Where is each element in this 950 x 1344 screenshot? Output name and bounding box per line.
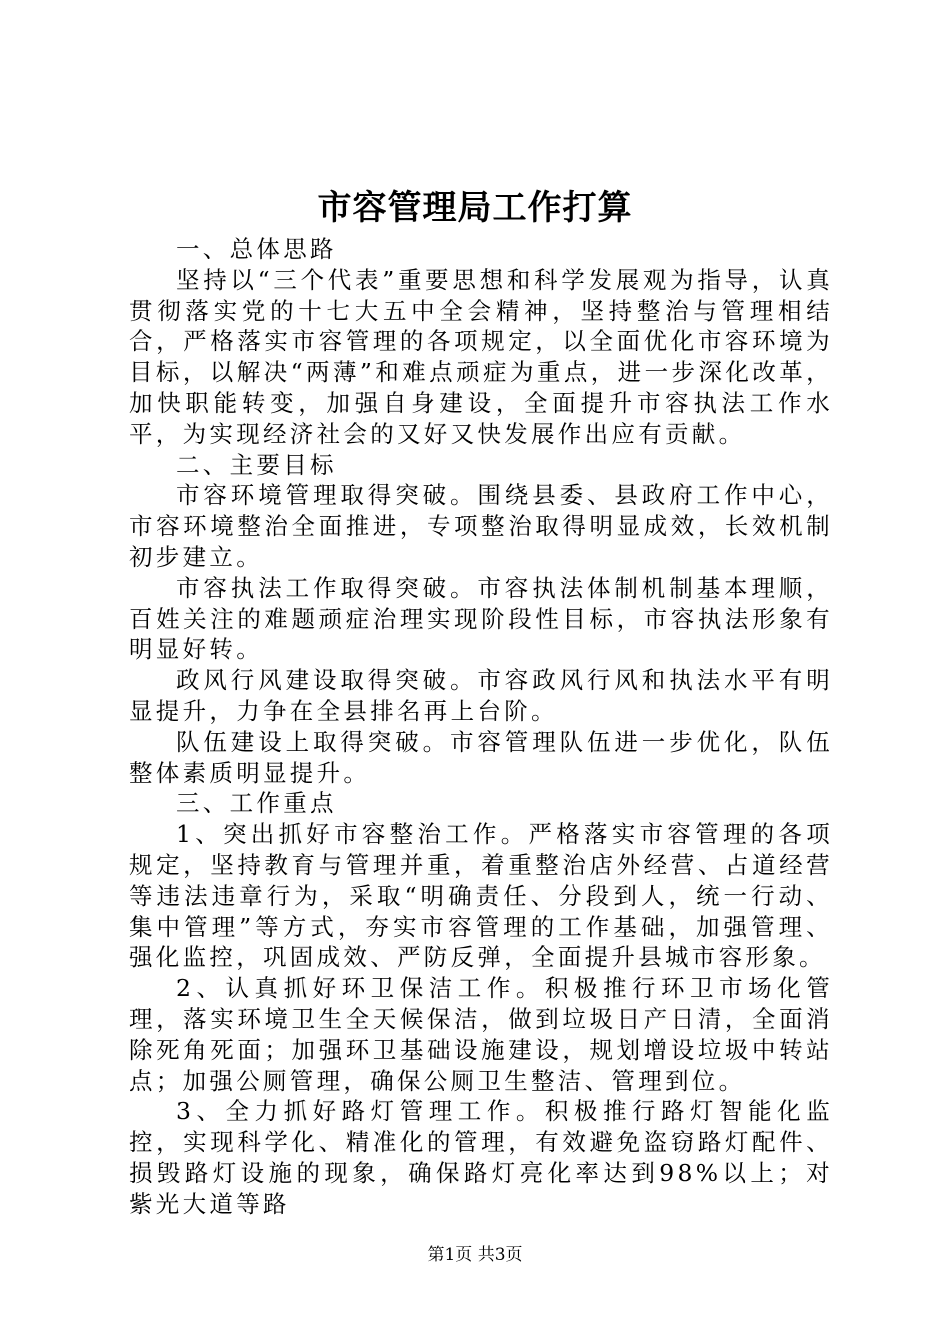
paragraph: 队伍建设上取得突破。市容管理队伍进一步优化，队伍整体素质明显提升。 [129,727,833,787]
section-heading: 三、工作重点 [176,789,337,818]
paragraph: 市容执法工作取得突破。市容执法体制机制基本理顺，百姓关注的难题顽症治理实现阶段性目标，市容执法形象有明显好转。 [129,573,833,664]
document-body [129,234,833,1220]
document-title: 市容管理局工作打算 [317,188,633,228]
paragraph: 3、全力抓好路灯管理工作。积极推行路灯智能化监控，实现科学化、精准化的管理，有效避免盗窃路灯配件、损毁路灯设施的现象，确保路灯亮化率达到98%以上；对紫光大道等路 [129,1097,833,1218]
paragraph: 坚持以“三个代表”重要思想和科学发展观为指导，认真贯彻落实党的十七大五中全会精神，坚持整治与管理相结合，严格落实市容管理的各项规定，以全面优化市容环境为目标，以解决“两薄”和难点顽症为重点，进一步深化改革，加快职能转变，加强自身建设，全面提升市容执法工作水平，为实现经济社会的又好又快发展作出应有贡献。 [129,265,833,448]
page-footer: 第1页 共3页 [427,1245,523,1265]
paragraph: 2、认真抓好环卫保洁工作。积极推行环卫市场化管理，落实环境卫生全天候保洁，做到垃圾日产日清，全面消除死角死面；加强环卫基础设施建设，规划增设垃圾中转站点；加强公厕管理，确保公厕卫生整洁、管理到位。 [129,974,833,1095]
section-heading: 一、总体思路 [176,235,337,263]
paragraph: 市容环境管理取得突破。围绕县委、县政府工作中心，市容环境整治全面推进，专项整治取得明显成效，长效机制初步建立。 [129,481,833,571]
paragraph: 政风行风建设取得突破。市容政风行风和执法水平有明显提升，力争在全县排名再上台阶。 [129,666,833,725]
paragraph: 1、突出抓好市容整治工作。严格落实市容管理的各项规定，坚持教育与管理并重，着重整治店外经营、占道经营等违法违章行为，采取“明确责任、分段到人，统一行动、集中管理”等方式，夯实市容管理的工作基础，加强管理、强化监控，巩固成效、严防反弹，全面提升县城市容形象。 [129,820,833,972]
section-heading: 二、主要目标 [176,450,337,479]
